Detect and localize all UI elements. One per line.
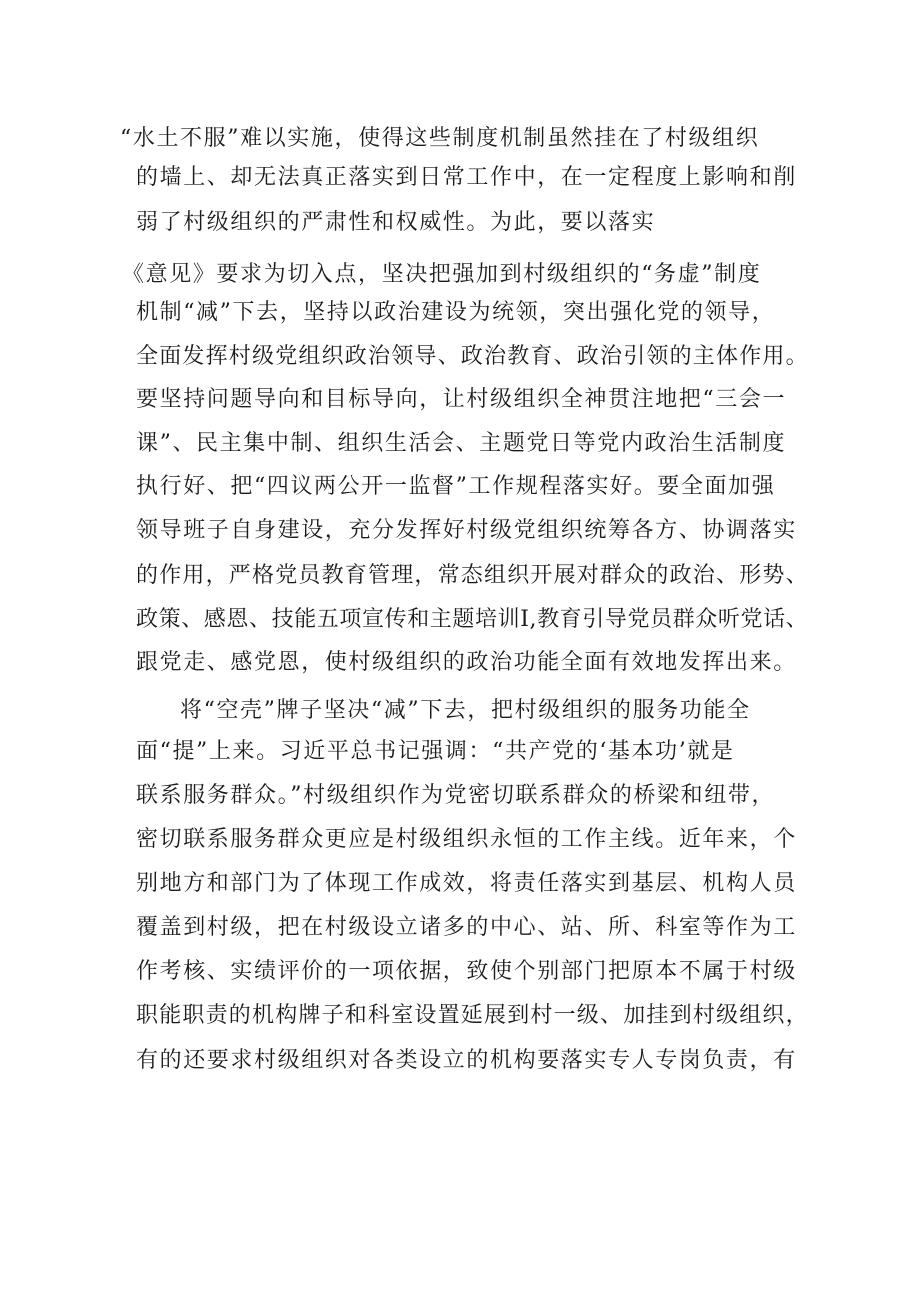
text-line: 密切联系服务群众更应是村级组织永恒的工作主线。近年来，个: [136, 827, 797, 852]
text-line: 执行好、把“四议两公开一监督”工作规程落实好。要全面加强: [136, 474, 776, 499]
text-line: 联系服务群众。”村级组织作为党密切联系群众的桥梁和纽带，: [136, 783, 776, 808]
text-line: 别地方和部门为了体现工作成效，将责任落实到基层、机构人员: [136, 871, 797, 896]
text-line: 课”、民主集中制、组织生活会、主题党日等党内政治生活制度: [136, 431, 787, 456]
text-line: 要坚持问题导向和目标导向，让村级组织全神贯注地把“三会一: [136, 387, 787, 412]
text-line: 机制“减”下去，坚持以政治建设为统领，突出强化党的领导，: [136, 300, 776, 325]
text-line: 面“提”上来。习近平总书记强调：“共产党的‘基本功’就是: [136, 739, 735, 764]
text-line: 的墙上、却无法真正落实到日常工作中，在一定程度上影响和削: [136, 165, 797, 190]
text-line: 《意见》要求为切入点，坚决把强加到村级组织的“务虚”制度: [122, 262, 762, 287]
text-line: 作考核、实绩评价的一项依据，致使个别部门把原本不属于村级: [136, 959, 797, 984]
text-line: 政策、感恩、技能五项宣传和主题培训I,教育引导党员群众听党话、: [136, 607, 809, 632]
text-line: 职能职责的机构牌子和科室设置延展到村一级、加挂到村级组织，: [136, 1003, 809, 1028]
text-line: 的作用，严格党员教育管理，常态组织开展对群众的政治、形势、: [136, 563, 809, 588]
text-line: 全面发挥村级党组织政治领导、政治教育、政治引领的主体作用。: [136, 344, 809, 369]
text-line: 将“空壳”牌子坚决“减”下去，把村级组织的服务功能全: [180, 698, 751, 723]
text-line: 领导班子自身建设，充分发挥好村级党组织统筹各方、协调落实: [136, 518, 797, 543]
text-line: “水土不服”难以实施，使得这些制度机制虽然挂在了村级组织: [120, 126, 760, 151]
text-line: 弱了村级组织的严肃性和权威性。为此，要以落实: [136, 210, 656, 235]
text-line: 覆盖到村级，把在村级设立诸多的中心、站、所、科室等作为工: [136, 915, 797, 940]
text-line: 有的还要求村级组织对各类设立的机构要落实专人专岗负责，有: [136, 1048, 797, 1073]
text-line: 跟党走、感党恩，使村级组织的政治功能全面有效地发挥出来。: [136, 650, 797, 675]
